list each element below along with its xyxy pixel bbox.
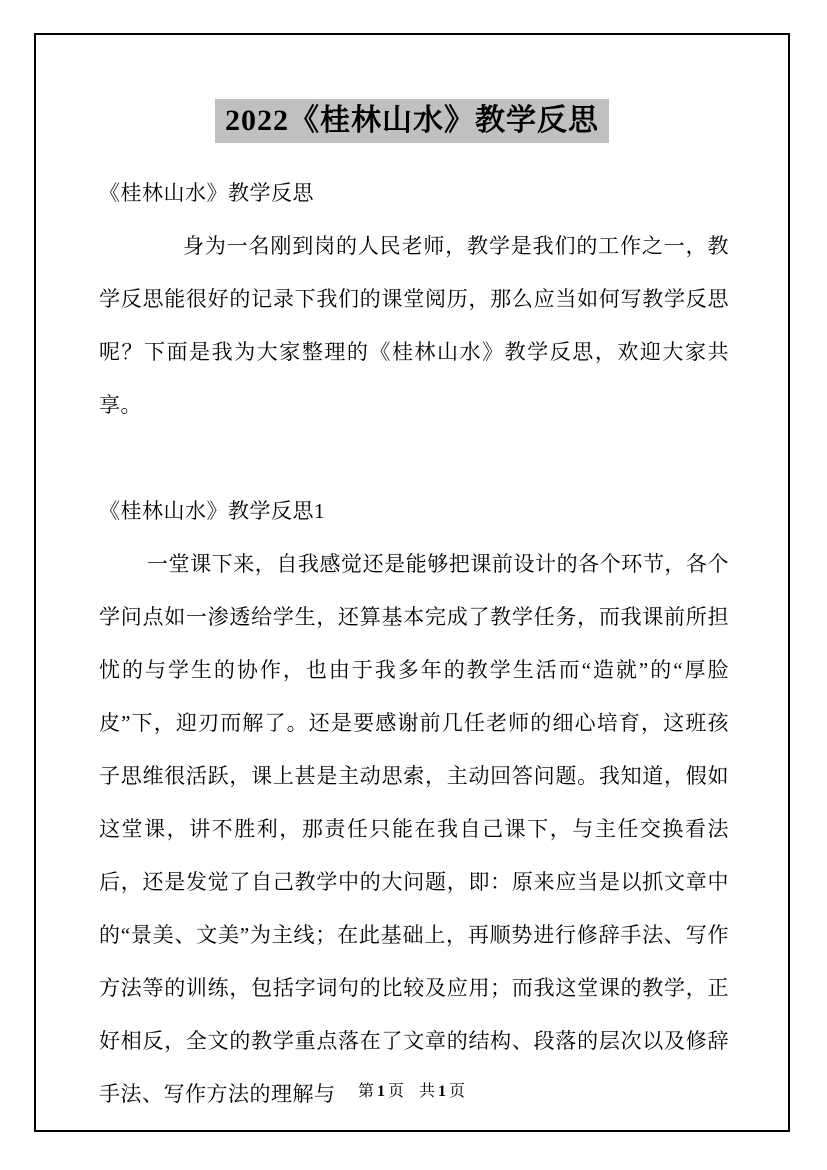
footer-page-unit: 页 bbox=[387, 1083, 405, 1100]
page-footer bbox=[36, 1082, 788, 1102]
page-title: 2022《桂林山水》教学反思 bbox=[215, 99, 609, 143]
footer-page-label: 第 bbox=[357, 1083, 375, 1100]
title-row bbox=[36, 99, 788, 143]
footer-page-number: 1 bbox=[376, 1083, 386, 1100]
page-border bbox=[34, 33, 790, 1132]
footer-total-number: 1 bbox=[438, 1083, 448, 1100]
document-body bbox=[99, 167, 729, 1121]
blank-line bbox=[99, 432, 729, 485]
paragraph-reflection-body: 一堂课下来，自我感觉还是能够把课前设计的各个环节，各个学问点如一渗透给学生，还算基本完成了教学任务，而我课前所担忧的与学生的协作，也由于我多年的教学生活而“造就”的“厚脸皮”下，迎刃而解了。还是要感谢前几任老师的细心培育，这班孩子思维很活跃，课上甚是主动思索，主动回答问题。我知道，假如这堂课，讲不胜利，那责任只能在我自己课下，与主任交换看法后，还是发觉了自己教学中的大问题，即：原来应当是以抓文章中的“景美、文美”为主线；在此基础上，再顺势进行修辞手法、写作方法等的训练，包括字词句的比较及应用；而我这堂课的教学，正好相反，全文的教学重点落在了文章的结构、段落的层次以及修辞手法、写作方法的理解与 bbox=[99, 552, 729, 1106]
footer-total-label: 共 bbox=[419, 1083, 437, 1100]
paragraph-intro: 身为一名刚到岗的人民老师，教学是我们的工作之一，教学反思能很好的记录下我们的课堂阅历，那么应当如何写教学反思呢？下面是我为大家整理的《桂林山水》教学反思，欢迎大家共享。 bbox=[99, 234, 729, 417]
footer-total-unit: 页 bbox=[449, 1083, 467, 1100]
paragraph-subtitle: 《桂林山水》教学反思 bbox=[99, 181, 314, 205]
paragraph-section-heading: 《桂林山水》教学反思1 bbox=[99, 499, 325, 523]
